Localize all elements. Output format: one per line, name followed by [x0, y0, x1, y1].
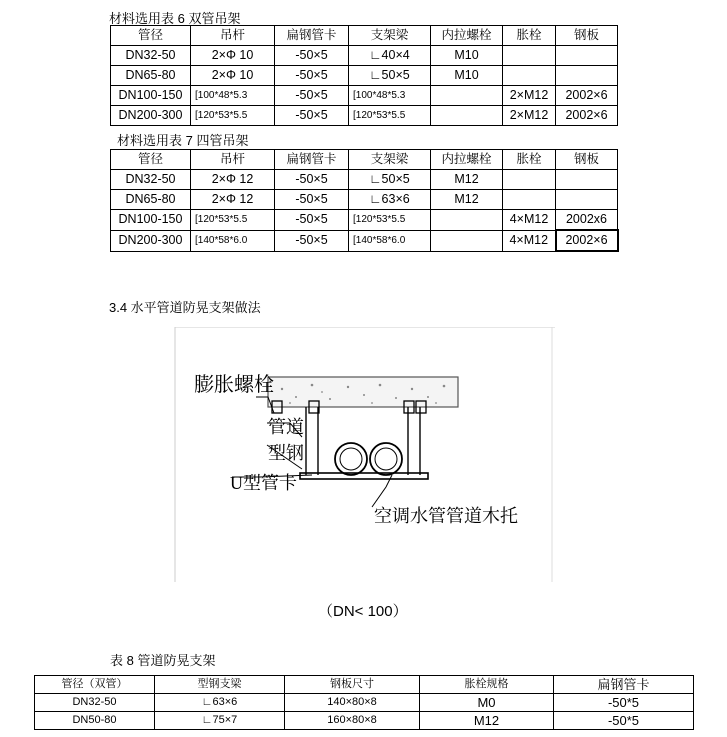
- table-row: [111, 210, 618, 231]
- table-cell: M0: [420, 694, 554, 712]
- table8-header-cell: 扁钢管卡: [554, 676, 694, 694]
- label-steel: 型钢: [268, 443, 304, 463]
- table-cell: [120*53*5.5: [191, 210, 275, 231]
- table-cell: M12: [431, 170, 503, 190]
- table7-header-cell: 管径: [111, 150, 191, 170]
- table8-caption: 表 8 管道防晃支架: [110, 653, 216, 668]
- table-cell: -50×5: [275, 106, 349, 126]
- label-bolt: 膨胀螺栓: [194, 374, 274, 396]
- table-cell: DN32-50: [111, 46, 191, 66]
- table-cell: DN65-80: [111, 66, 191, 86]
- table-cell: 140×80×8: [285, 694, 420, 712]
- table-cell: ∟63×6: [155, 694, 285, 712]
- table-cell: ∟50×5: [349, 170, 431, 190]
- table-cell: 2002×6: [556, 106, 618, 126]
- table-cell: DN100-150: [111, 86, 191, 106]
- table-row: [111, 170, 618, 190]
- table6-header-cell: 扁钢管卡: [275, 26, 349, 46]
- table-cell: ∟40×4: [349, 46, 431, 66]
- table-row: [111, 190, 618, 210]
- table-cell: -50×5: [275, 66, 349, 86]
- label-pipe: 管道: [268, 417, 304, 437]
- pipes: [335, 443, 402, 475]
- concrete-slab: [268, 377, 458, 407]
- table7-caption: 材料选用表 7 四管吊架: [117, 133, 249, 148]
- table-cell: [556, 46, 618, 66]
- table-row: [111, 106, 618, 126]
- table-cell: [140*58*6.0: [349, 230, 431, 251]
- table7-header-cell: 内拉螺栓: [431, 150, 503, 170]
- table-cell: -50×5: [275, 230, 349, 251]
- label-clamp: U型管卡: [230, 473, 297, 493]
- section-heading: 3.4 水平管道防晃支架做法: [109, 300, 261, 315]
- table-cell: [431, 210, 503, 231]
- table-cell: DN200-300: [111, 106, 191, 126]
- table-cell: ∟75×7: [155, 712, 285, 730]
- table-cell: DN100-150: [111, 210, 191, 231]
- table-cell: 2×M12: [503, 86, 556, 106]
- table-cell: 2×M12: [503, 106, 556, 126]
- table-cell: [556, 170, 618, 190]
- table-cell: M10: [431, 66, 503, 86]
- table-cell: 2×Φ 12: [191, 170, 275, 190]
- table8-header-cell: 胀栓规格: [420, 676, 554, 694]
- steel-beam: [300, 473, 428, 479]
- table-cell: 2×Φ 10: [191, 46, 275, 66]
- table-cell: [120*53*5.5: [349, 106, 431, 126]
- table-cell: DN65-80: [111, 190, 191, 210]
- table8-header-cell: 型钢支梁: [155, 676, 285, 694]
- table7-header-cell: 胀栓: [503, 150, 556, 170]
- table6-header-cell: 吊杆: [191, 26, 275, 46]
- table-cell: [503, 170, 556, 190]
- table-cell: -50*5: [554, 694, 694, 712]
- table-cell: 2002×6: [556, 86, 618, 106]
- table-cell: [431, 230, 503, 251]
- table-row: [111, 46, 618, 66]
- table-cell: DN200-300: [111, 230, 191, 251]
- table8-header-cell: 钢板尺寸: [285, 676, 420, 694]
- table6-header-cell: 钢板: [556, 26, 618, 46]
- table6-header-cell: 支架梁: [349, 26, 431, 46]
- table-cell: [431, 86, 503, 106]
- table-cell: [556, 66, 618, 86]
- table7-header-row: [111, 150, 618, 170]
- table-cell: -50*5: [554, 712, 694, 730]
- table-cell: 2×Φ 12: [191, 190, 275, 210]
- table8-header-row: [35, 676, 694, 694]
- table7-header-cell: 钢板: [556, 150, 618, 170]
- table-cell: 2002x6: [556, 210, 618, 231]
- table8: [34, 675, 694, 730]
- table-cell: M12: [420, 712, 554, 730]
- table6-caption: 材料选用表 6 双管吊架: [109, 11, 241, 26]
- table-cell: -50×5: [275, 170, 349, 190]
- table-cell: -50×5: [275, 190, 349, 210]
- table-cell: 2002×6: [556, 230, 618, 251]
- table-cell: DN32-50: [111, 170, 191, 190]
- figure-caption: （DN< 100）: [318, 603, 408, 620]
- table6: [110, 25, 618, 126]
- table-cell: ∟50×5: [349, 66, 431, 86]
- table-cell: [503, 46, 556, 66]
- table7-header-cell: 支架梁: [349, 150, 431, 170]
- table7: [110, 149, 619, 252]
- table-cell: [140*58*6.0: [191, 230, 275, 251]
- table-cell: 4×M12: [503, 230, 556, 251]
- label-wood-support: 空调水管管道木托: [374, 506, 518, 526]
- table-cell: -50×5: [275, 210, 349, 231]
- table-cell: [503, 66, 556, 86]
- table-cell: 4×M12: [503, 210, 556, 231]
- table6-header-row: [111, 26, 618, 46]
- table-cell: [100*48*5.3: [191, 86, 275, 106]
- table-row: [35, 712, 694, 730]
- table7-header-cell: 吊杆: [191, 150, 275, 170]
- support-diagram: [172, 327, 555, 582]
- table6-header-cell: 内拉螺栓: [431, 26, 503, 46]
- table-cell: [503, 190, 556, 210]
- table-cell: -50×5: [275, 46, 349, 66]
- table-cell: [120*53*5.5: [349, 210, 431, 231]
- table-row: [111, 230, 618, 251]
- table8-header-cell: 管径（双管）: [35, 676, 155, 694]
- table-cell: DN50-80: [35, 712, 155, 730]
- hanger-rods: [306, 407, 420, 475]
- table-cell: [100*48*5.3: [349, 86, 431, 106]
- table7-header-cell: 扁钢管卡: [275, 150, 349, 170]
- table-cell: 160×80×8: [285, 712, 420, 730]
- table-cell: M12: [431, 190, 503, 210]
- table6-header-cell: 胀栓: [503, 26, 556, 46]
- table-row: [111, 86, 618, 106]
- table-cell: DN32-50: [35, 694, 155, 712]
- table-cell: -50×5: [275, 86, 349, 106]
- table6-header-cell: 管径: [111, 26, 191, 46]
- table-cell: ∟63×6: [349, 190, 431, 210]
- table-cell: M10: [431, 46, 503, 66]
- table-cell: [431, 106, 503, 126]
- table-cell: 2×Φ 10: [191, 66, 275, 86]
- table-row: [111, 66, 618, 86]
- table-cell: [556, 190, 618, 210]
- table-row: [35, 694, 694, 712]
- table-cell: [120*53*5.5: [191, 106, 275, 126]
